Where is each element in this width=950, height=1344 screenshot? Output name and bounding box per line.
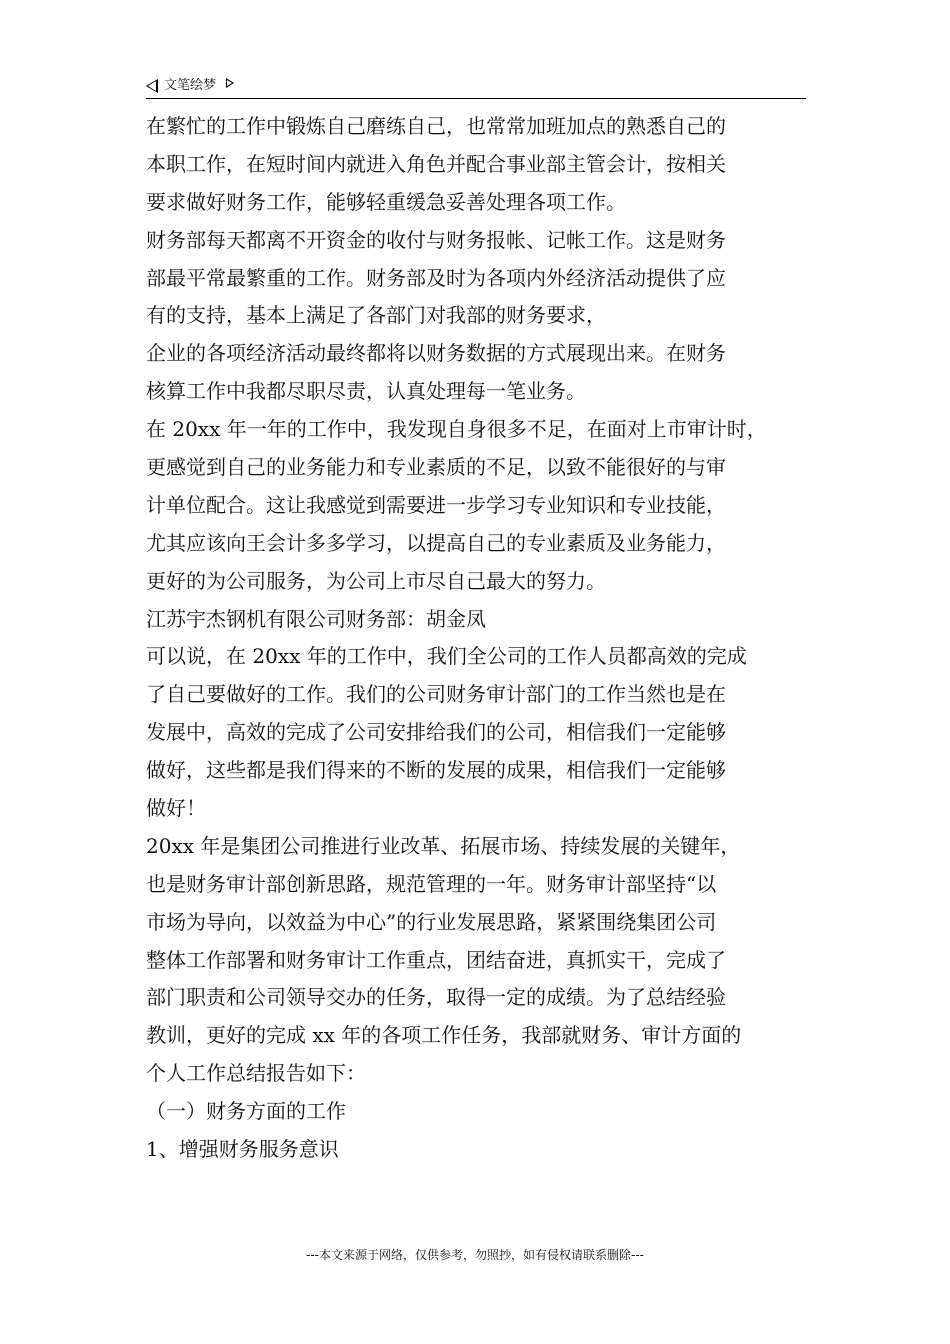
section-heading: （一）财务方面的工作 — [146, 1099, 346, 1124]
text-line: 财务部每天都离不开资金的收付与财务报帐、记帐工作。这是财务 — [146, 227, 726, 252]
text-line: 有的支持，基本上满足了各部门对我部的财务要求， — [146, 303, 606, 328]
subsection-heading: 1、增强财务服务意识 — [146, 1137, 339, 1162]
text-line: 尤其应该向王会计多多学习，以提高自己的专业素质及业务能力， — [146, 530, 726, 555]
text-line: 做好，这些都是我们得来的不断的发展的成果，相信我们一定能够 — [146, 758, 726, 783]
text-line: 可以说，在 20xx 年的工作中，我们全公司的工作人员都高效的完成 — [146, 644, 747, 669]
header-title: 文笔绘梦 — [164, 78, 217, 93]
text-line: 20xx 年是集团公司推进行业改革、拓展市场、持续发展的关键年， — [146, 833, 741, 858]
text-line: 更好的为公司服务，为公司上市尽自己最大的努力。 — [146, 568, 606, 593]
text-line: 整体工作部署和财务审计工作重点，团结奋进，真抓实干，完成了 — [146, 947, 726, 972]
text-line: 教训，更好的完成 xx 年的各项工作任务，我部就财务、审计方面的 — [146, 1023, 742, 1048]
text-line: 要求做好财务工作，能够轻重缓急妥善处理各项工作。 — [146, 189, 626, 214]
text-line: 本职工作，在短时间内就进入角色并配合事业部主管会计，按相关 — [146, 151, 726, 176]
text-line: 在繁忙的工作中锻炼自己磨练自己，也常常加班加点的熟悉自己的 — [146, 114, 726, 138]
page-header — [146, 74, 806, 99]
text-line: 市场为导向，以效益为中心”的行业发展思路，紧紧围绕集团公司 — [146, 909, 717, 934]
text-line: 部最平常最繁重的工作。财务部及时为各项内外经济活动提供了应 — [146, 265, 726, 290]
text-line: 做好！ — [146, 796, 206, 821]
text-line: 计单位配合。这让我感觉到需要进一步学习专业知识和专业技能， — [146, 492, 726, 517]
text-line: 企业的各项经济活动最终都将以财务数据的方式展现出来。在财务 — [146, 341, 726, 366]
text-line: 个人工作总结报告如下： — [146, 1061, 366, 1086]
text-line: 部门职责和公司领导交办的任务，取得一定的成绩。为了总结经验 — [146, 985, 726, 1010]
text-line: 在 20xx 年一年的工作中，我发现自身很多不足，在面对上市审计时， — [146, 417, 767, 442]
text-line: 了自己要做好的工作。我们的公司财务审计部门的工作当然也是在 — [146, 682, 726, 707]
text-line: 核算工作中我都尽职尽责，认真处理每一笔业务。 — [146, 379, 586, 404]
left-triangle-icon — [146, 79, 158, 93]
signature-line: 江苏宇杰钢机有限公司财务部：胡金凤 — [146, 606, 486, 631]
footer-disclaimer: ---本文来源于网络，仅供参考，勿照抄，如有侵权请联系删除--- — [306, 1248, 644, 1262]
text-line: 也是财务审计部创新思路，规范管理的一年。财务审计部坚持“以 — [146, 871, 717, 896]
text-line: 发展中，高效的完成了公司安排给我们的公司，相信我们一定能够 — [146, 720, 726, 745]
document-body — [146, 108, 816, 1169]
text-line: 更感觉到自己的业务能力和专业素质的不足，以致不能很好的与审 — [146, 455, 726, 480]
right-triangle-icon — [226, 78, 234, 88]
